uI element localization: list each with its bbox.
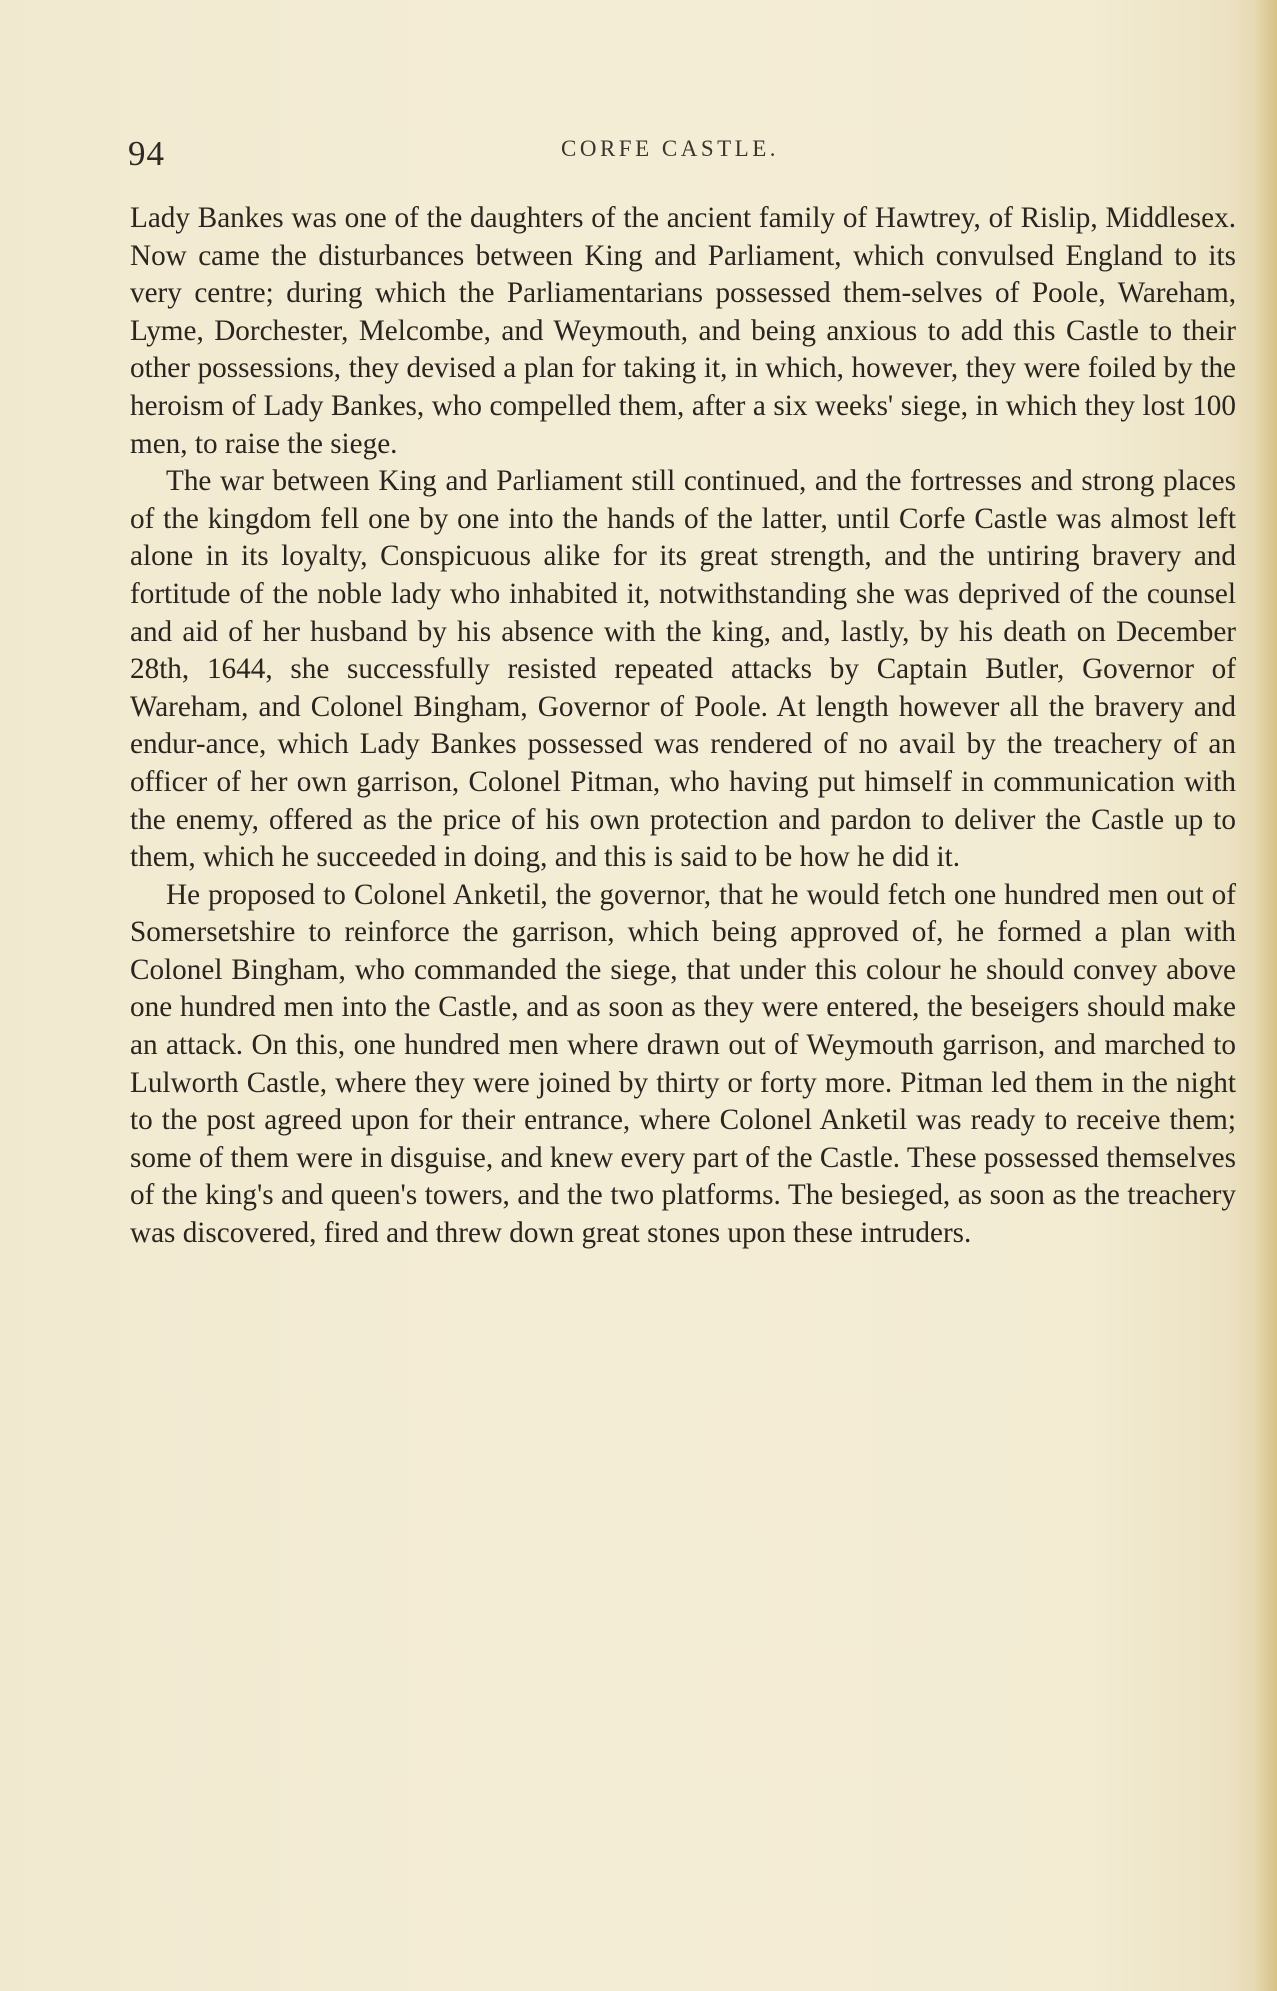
- page-number: 94: [128, 134, 165, 173]
- paragraph-3: He proposed to Colonel Anketil, the governor, that he would fetch one hundred men out of Somersetshire to reinforce the garrison, which being approved of, he formed a plan with Colonel Bingham, who commanded the siege, that under this colour he should convey above one hundred men into the Castle, and as soon as they were entered, the beseigers should make an attack. On this, one hundred men where drawn out of Weymouth garrison, and marched to Lulworth Castle, where they were joined by thirty or forty more. Pitman led them in the night to the post agreed upon for their entrance, where Colonel Anketil was ready to receive them; some of them were in disguise, and knew every part of the Castle. These possessed themselves of the king's and queen's towers, and the two platforms. The besieged, as soon as the treachery was discovered, fired and threw down great stones upon these intruders.: [130, 878, 1236, 1250]
- paragraph-1: Lady Bankes was one of the daughters of the ancient family of Hawtrey, of Rislip, Middlesex. Now came the disturbances between King and Parliament, which convulsed England to its very centre; during which the Parliamentarians possessed them-selves of Poole, Wareham, Lyme, Dorchester, Melcombe, and Weymouth, and being anxious to add this Castle to their other possessions, they devised a plan for taking it, in which, however, they were foiled by the heroism of Lady Bankes, who compelled them, after a six weeks' siege, in which they lost 100 men, to raise the siege.: [130, 202, 1236, 460]
- page-header: [128, 128, 1228, 178]
- body-text: [130, 200, 1236, 1253]
- page-edge-shadow: [1255, 0, 1277, 1991]
- running-head: CORFE CASTLE.: [561, 136, 780, 161]
- paragraph-2: The war between King and Parliament still continued, and the fortresses and strong places of the kingdom fell one by one into the hands of the latter, until Corfe Castle was almost left alone in its loyalty, Conspicuous alike for its great strength, and the untiring bravery and fortitude of the noble lady who inhabited it, notwithstanding she was deprived of the counsel and aid of her husband by his absence with the king, and, lastly, by his death on December 28th, 1644, she successfully resisted repeated attacks by Captain Butler, Governor of Wareham, and Colonel Bingham, Governor of Poole. At length however all the bravery and endur-ance, which Lady Bankes possessed was rendered of no avail by the treachery of an officer of her own garrison, Colonel Pitman, who having put himself in communication with the enemy, offered as the price of his own protection and pardon to deliver the Castle up to them, which he succeeded in doing, and this is said to be how he did it.: [130, 465, 1236, 874]
